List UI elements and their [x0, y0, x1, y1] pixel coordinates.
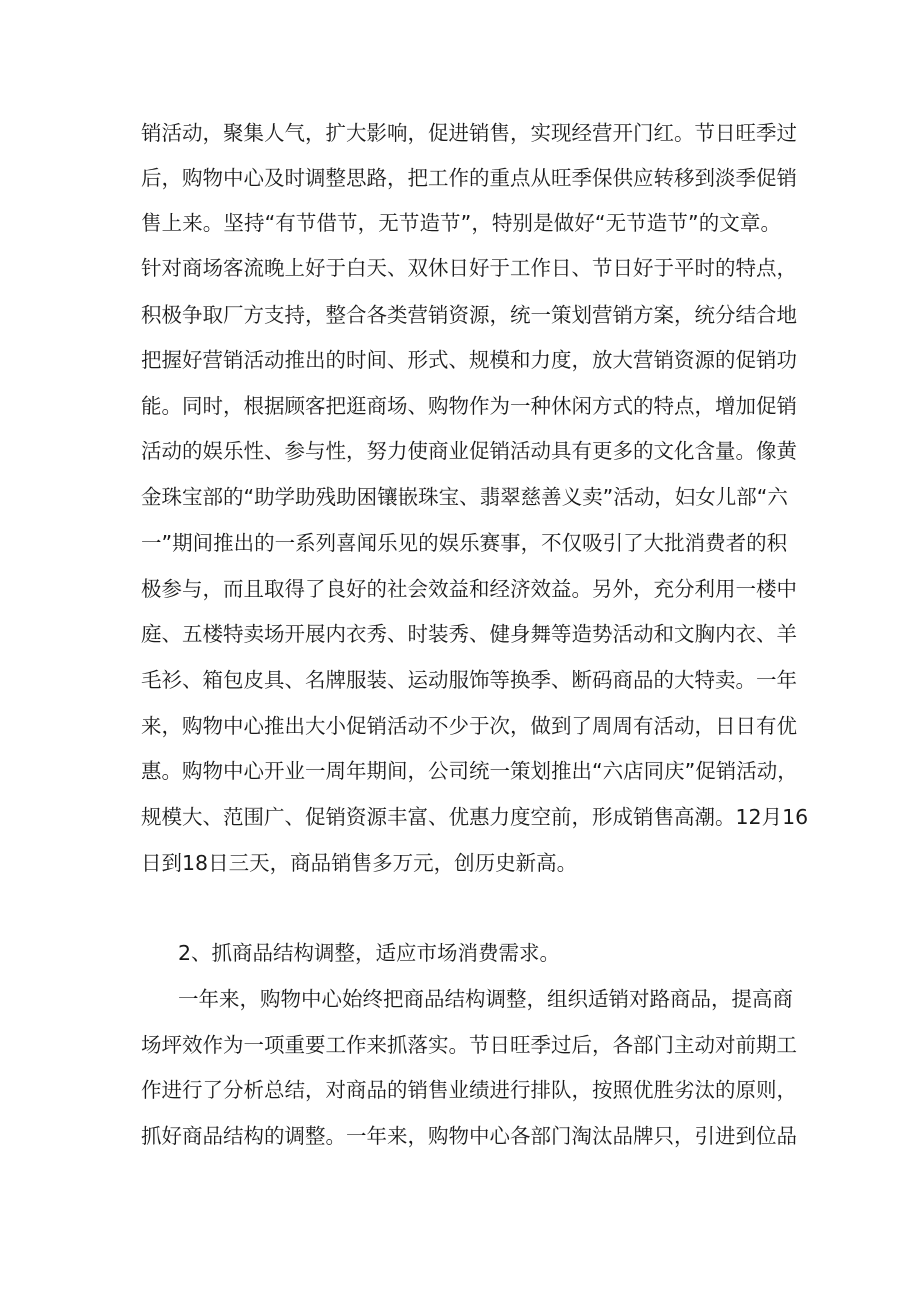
paragraph-line: 销活动，聚集人气，扩大影响，促进销售，实现经营开门红。节日旺季过 — [141, 121, 797, 145]
paragraph-line: 场坪效作为一项重要工作来抓落实。节日旺季过后，各部门主动对前期工 — [141, 1033, 797, 1057]
paragraph-line: 惠。购物中心开业一周年期间，公司统一策划推出“六店同庆”促销活动， — [141, 759, 798, 783]
paragraph-line: 庭、五楼特卖场开展内衣秀、时装秀、健身舞等造势活动和文胸内衣、羊 — [141, 622, 797, 646]
paragraph-line: 售上来。坚持“有节借节，无节造节”，特别是做好“无节造节”的文章。 — [141, 211, 781, 235]
paragraph-line: 毛衫、箱包皮具、名牌服装、运动服饰等换季、断码商品的大特卖。一年 — [141, 668, 797, 692]
paragraph-line: 把握好营销活动推出的时间、形式、规模和力度，放大营销资源的促销功 — [141, 348, 797, 372]
paragraph-line: 一年来，购物中心始终把商品结构调整，组织适销对路商品，提高商 — [178, 987, 793, 1011]
paragraph-line: 活动的娱乐性、参与性，努力使商业促销活动具有更多的文化含量。像黄 — [141, 439, 797, 463]
paragraph-line: 针对商场客流晚上好于白天、双休日好于工作日、节日好于平时的特点， — [141, 256, 797, 280]
paragraph-line: 能。同时，根据顾客把逛商场、购物作为一种休闲方式的特点，增加促销 — [141, 394, 797, 418]
paragraph-line: 极参与，而且取得了良好的社会效益和经济效益。另外，充分利用一楼中 — [141, 577, 797, 601]
paragraph-line: 一”期间推出的一系列喜闻乐见的娱乐赛事，不仅吸引了大批消费者的积 — [141, 531, 788, 555]
paragraph-line: 金珠宝部的“助学助残助困镶嵌珠宝、翡翠慈善义卖”活动，妇女儿部“六 — [141, 485, 788, 509]
paragraph-line: 日到18日三天，商品销售多万元，创历史新高。 — [141, 851, 578, 875]
paragraph-line: 规模大、范围广、促销资源丰富、优惠力度空前，形成销售高潮。12月16 — [141, 805, 809, 829]
paragraph-line: 来，购物中心推出大小促销活动不少于次，做到了周周有活动，日日有优 — [141, 714, 797, 738]
section-heading: 2、抓商品结构调整，适应市场消费需求。 — [178, 941, 561, 965]
paragraph-line: 积极争取厂方支持，整合各类营销资源，统一策划营销方案，统分结合地 — [141, 303, 797, 327]
paragraph-line: 后，购物中心及时调整思路，把工作的重点从旺季保供应转移到淡季促销 — [141, 166, 797, 190]
paragraph-line: 抓好商品结构的调整。一年来，购物中心各部门淘汰品牌只，引进到位品 — [141, 1124, 797, 1148]
paragraph-line: 作进行了分析总结，对商品的销售业绩进行排队，按照优胜劣汰的原则， — [141, 1078, 797, 1102]
